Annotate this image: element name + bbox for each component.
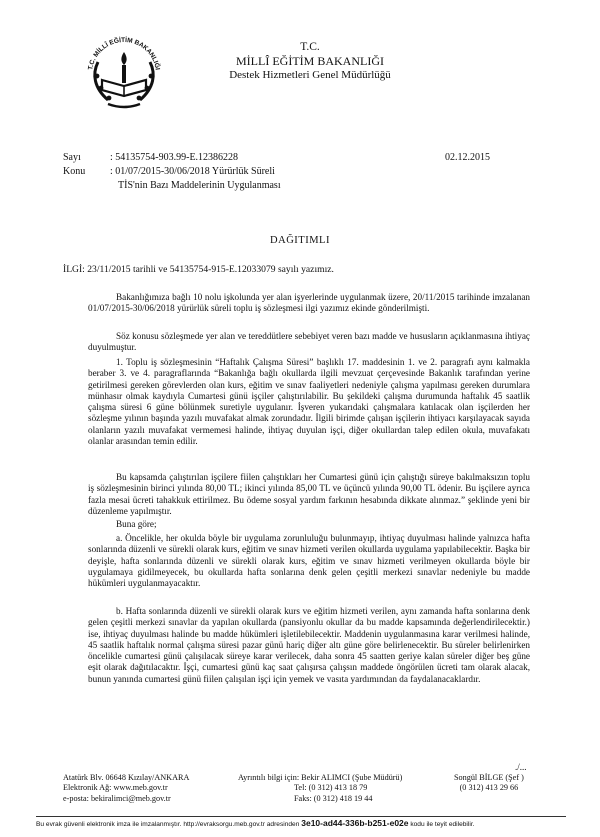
paragraph-item-a: a. Öncelikle, her okulda böyle bir uygulama zorunluluğu bulunmayıp, ihtiyaç duyulması halinde yalnızca hafta sonlarında düzenli ve sürekli olarak kurs, eğitim ve sınav hizmeti verilen okullarda uygulama yapılabilecektir. Başka bir deyişle, hafta sonlarında düzenli ve sürekli olarak kurs, eğitim ve sınav hizmeti verilmeyen okullarda böyle bir uygulamaya gidilmeyecek, bu okullarda hafta sonlarına denk gelen çeşitli merkezi sınavlar nedeniyle bu madde hükümleri uygulanmayacaktır. (88, 533, 530, 589)
sayi-label: Sayı (63, 152, 81, 163)
document-date: 02.12.2015 (445, 152, 490, 163)
ilgi-reference: İLGİ: 23/11/2015 tarihli ve 54135754-915-E.12033079 sayılı yazımız. (63, 264, 334, 275)
sayi-value: : 54135754-903.99-E.12386228 (110, 152, 239, 163)
verification-code: 3e10-ad44-336b-b251-e02e (301, 818, 409, 828)
footer-signer-block (454, 773, 524, 794)
distribution-title: DAĞITIMLI (270, 235, 330, 246)
svg-text:T.C. MİLLÎ EĞİTİM BAKANLIĞI: T.C. MİLLÎ EĞİTİM BAKANLIĞI (87, 36, 161, 71)
konu-line-1: : 01/07/2015-30/06/2018 Yürürlük Süreli (110, 166, 275, 177)
header-directorate: Destek Hizmetleri Genel Müdürlüğü (229, 69, 391, 81)
footer-fax: Faks: (0 312) 418 19 44 (294, 793, 373, 803)
footer-info: Ayrıntılı bilgi için: Bekir ALIMCI (Şube Müdürü) (238, 773, 403, 782)
paragraph-clarification: Söz konusu sözleşmede yer alan ve tereddütlere sebebiyet veren bazı madde ve hususların açıklanmasına ihtiyaç duyulmuştur. (88, 331, 530, 353)
konu-line-2: TİS'nin Bazı Maddelerinin Uygulanması (118, 180, 281, 191)
footer-signer-tel: (0 312) 413 29 66 (459, 783, 519, 793)
footer-signer: Songül BİLGE (Şef ) (454, 773, 524, 782)
footer-address: Atatürk Blv. 06648 Kızılay/ANKARA (63, 773, 190, 782)
verification-text-after: kodu ile teyit edilebilir. (410, 821, 475, 828)
footer-email: e-posta: bekiralimci@meb.gov.tr (63, 793, 171, 803)
footer-contact-block (238, 773, 402, 804)
footer-address-block (63, 773, 189, 804)
footer-web: Elektronik Ağ: www.meb.gov.tr (63, 783, 168, 793)
footer-tel: Tel: (0 312) 413 18 79 (294, 783, 368, 793)
header-country: T.C. (300, 41, 320, 53)
e-signature-verification-bar (36, 816, 566, 830)
paragraph-payment: Bu kapsamda çalıştırılan işçilere fiilen çalıştıkları her Cumartesi günü için çalıştığı süreye bakılmaksızın toplu iş sözleşmesinin birinci yılında 80,00 TL; ikinci yılında 85,00 TL ve üçüncü yılında 90,00 TL ödenir. Bu işçilere ayrıca fazla mesai ücreti tahakkuk ettirilmez. Bu ödeme sosyal yardım farkının hesabında dikkate alınmaz.” şeklinde yeni bir düzenleme yapılmıştır. (88, 472, 530, 516)
ministry-seal-logo (78, 24, 170, 116)
header-ministry: MİLLÎ EĞİTİM BAKANLIĞI (236, 54, 384, 68)
paragraph-article-17: 1. Toplu iş sözleşmesinin “Haftalık Çalışma Süresi” başlıklı 17. maddesinin 1. ve 2. paragrafı aynı kalmakla beraber 3. ve 4. paragraflarında “Bakanlığa bağlı okullarda ilgili mevzuat çerçevesinde Bakanlık tarafından yerine getirilmesi gereken görevlerden olan kurs, eğitim ve sınav faaliyetleri nedeniyle çalışma yapılması gereken durumlara münhasır olmak kaydıyla Cumartesi günü işçiler çalıştırılabilir. Bu şekildeki çalışma durumunda haftalık 45 saatlik çalışma süresi 6 güne bölünmek suretiyle uygulanır. İşveren yukarıdaki çalışmalara katılacak olan işçilerden her sözleşme yılının başında yazılı muvafakat almak zorundadır. İlgili birimde çalışan işçilerin ihtiyacı karşılayacak sayıda olanların yazılı muvafakat vermemesi halinde, ihtiyaç duyulan işçi, diğer okullardan talep edilen okula, muvafakatı olanlar arasından temin edilir. (88, 357, 530, 447)
verification-text: Bu evrak güvenli elektronik imza ile imzalanmıştır. http://evraksorgu.meb.gov.tr adresinden (36, 821, 300, 828)
continuation-mark: ./... (515, 762, 527, 772)
paragraph-item-b: b. Hafta sonlarında düzenli ve sürekli olarak kurs ve eğitim hizmeti verilen, aynı zamanda hafta sonlarına denk gelen çeşitli merkezi sınavlar da yapılan okullarda (pansiyonlu okullar da bu madde kapsamında değerlendirilecektir.) ise, ihtiyaç duyulması halinde bu madde hükümleri işletilebilecektir. Maddenin uygulanmasına karar verilmesi halinde, 45 saatlik haftalık normal çalışma süresi pazar günü hariç diğer altı güne göre belirlenecektir. Bu süreler belirlenirken öncelikle cumartesi günü çalışılacak süreye karar verilecek, daha sonra 45 saatten geriye kalan süreler diğer beş güne eşit olarak dağıtılacaktır. İşçi, cumartesi günü kaç saat çalışırsa çalışsın maddede öngörülen ücreti tam olarak alacak, bunun yanında cumartesi günü fiilen çalışılan işçi için yemek ve vasıta yardımından da faydalanacaklardır. (88, 606, 530, 684)
paragraph-intro: Bakanlığımıza bağlı 10 nolu işkolunda yer alan işyerlerinde uygulanmak üzere, 20/11/2015 tarihinde imzalanan 01/07/2015-30/06/2018 yürürlük süreli toplu iş sözleşmesi ilgi yazımız ekinde gönderilmişti. (88, 292, 530, 314)
paragraph-accordingly: Buna göre; (116, 519, 157, 529)
konu-label: Konu (63, 166, 86, 177)
